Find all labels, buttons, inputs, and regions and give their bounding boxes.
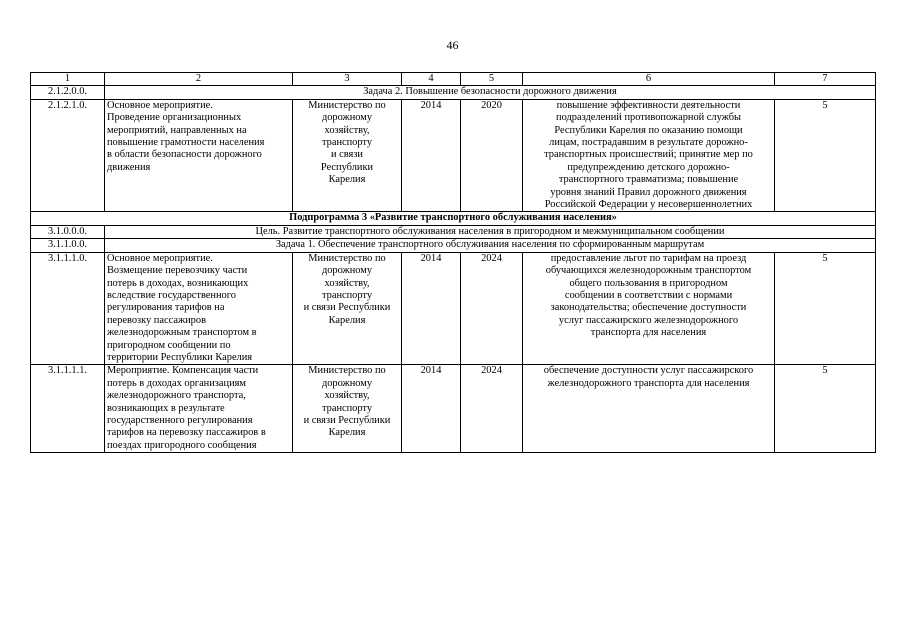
cell-line: повышение эффективности деятельности xyxy=(556,99,741,111)
cell-line: и связи xyxy=(331,149,363,161)
column-number: 3 xyxy=(293,73,402,86)
cell-line: услуг пассажирского железнодорожного xyxy=(558,314,739,326)
section-title: Задача 1. Обеспечение транспортного обслуживания населения по сформированным маршрутам xyxy=(105,239,876,252)
cell-line: Основное мероприятие. xyxy=(107,99,213,111)
row-col7: 5 xyxy=(775,252,876,365)
cell-line: повышение грамотности населения xyxy=(107,137,265,149)
cell-line: тарифов на перевозку пассажиров в xyxy=(107,427,266,439)
column-number-row xyxy=(31,73,876,86)
cell-line: потерь в доходах организациям xyxy=(107,377,246,389)
cell-line: потерь в доходах, возникающих xyxy=(107,277,249,289)
cell-line: Министерство по xyxy=(308,252,386,264)
cell-line: дорожному xyxy=(321,112,373,124)
cell-line: транспорту xyxy=(321,289,373,301)
cell-line: транспорта для населения xyxy=(590,327,707,339)
cell-line: сообщении в соответствии с нормами xyxy=(564,289,733,301)
row-code: 3.1.1.1.1. xyxy=(31,365,105,453)
row-start-year: 2014 xyxy=(402,99,461,212)
row-result xyxy=(523,365,775,453)
column-number: 4 xyxy=(402,73,461,86)
section-row-task xyxy=(31,239,876,252)
cell-line: пригородном сообщении по xyxy=(107,339,231,351)
table-row xyxy=(31,99,876,212)
program-table xyxy=(30,72,876,453)
cell-line: Республики Карелия по оказанию помощи xyxy=(554,124,743,136)
section-title: Задача 2. Повышение безопасности дорожного движения xyxy=(105,86,876,99)
section-code: 2.1.2.0.0. xyxy=(31,86,105,99)
cell-line: транспортного травматизма; повышение xyxy=(558,174,739,186)
cell-line: законодательства; обеспечение доступности xyxy=(550,302,747,314)
cell-line: обучающихся железнодорожным транспортом xyxy=(545,265,752,277)
column-number: 5 xyxy=(461,73,523,86)
cell-line: хозяйству, xyxy=(324,277,370,289)
cell-line: Возмещение перевозчику части xyxy=(107,265,248,277)
cell-line: Основное мероприятие. xyxy=(107,252,213,264)
cell-line: Российской Федерации у несовершеннолетних xyxy=(544,199,753,211)
row-measure xyxy=(105,252,293,365)
table-row xyxy=(31,365,876,453)
cell-line: Мероприятие. Компенсация части xyxy=(107,365,259,377)
row-result xyxy=(523,99,775,212)
row-executor xyxy=(293,365,402,453)
row-executor xyxy=(293,99,402,212)
cell-line: поездах пригородного сообщения xyxy=(107,439,257,451)
row-start-year: 2014 xyxy=(402,252,461,365)
cell-line: хозяйству, xyxy=(324,124,370,136)
column-number: 6 xyxy=(523,73,775,86)
cell-line: вследствие государственного xyxy=(107,289,236,301)
cell-line: территории Республики Карелия xyxy=(107,351,253,363)
cell-line: общего пользования в пригородном xyxy=(569,277,728,289)
cell-line: возникающих в результате xyxy=(107,402,225,414)
subprogram-row xyxy=(31,212,876,225)
cell-line: дорожному xyxy=(321,265,373,277)
cell-line: хозяйству, xyxy=(324,390,370,402)
cell-line: государственного регулирования xyxy=(107,414,253,426)
cell-line: железнодорожного транспорта для населения xyxy=(547,377,750,389)
cell-line: лицам, пострадавшим в результате дорожно- xyxy=(549,137,748,149)
cell-line: Министерство по xyxy=(308,365,386,377)
row-start-year: 2014 xyxy=(402,365,461,453)
cell-line: и связи Республики xyxy=(303,414,391,426)
row-code: 3.1.1.1.0. xyxy=(31,252,105,365)
cell-line: и связи Республики xyxy=(303,302,391,314)
section-code: 3.1.0.0.0. xyxy=(31,225,105,238)
row-end-year: 2024 xyxy=(461,365,523,453)
cell-line: Карелия xyxy=(328,314,366,326)
row-code: 2.1.2.1.0. xyxy=(31,99,105,212)
column-number: 7 xyxy=(775,73,876,86)
section-code: 3.1.1.0.0. xyxy=(31,239,105,252)
row-col7: 5 xyxy=(775,99,876,212)
cell-line: обеспечение доступности услуг пассажирского xyxy=(543,365,754,377)
column-number: 2 xyxy=(105,73,293,86)
cell-line: предупреждению детского дорожно- xyxy=(567,161,730,173)
row-measure xyxy=(105,99,293,212)
cell-line: Министерство по xyxy=(308,99,386,111)
cell-line: Проведение организационных xyxy=(107,112,242,124)
cell-line: транспортных происшествий; принятие мер по xyxy=(544,149,753,161)
row-end-year: 2020 xyxy=(461,99,523,212)
section-row-goal xyxy=(31,225,876,238)
section-row-task xyxy=(31,86,876,99)
cell-line: Карелия xyxy=(328,427,366,439)
cell-line: железнодорожным транспортом в xyxy=(107,327,257,339)
cell-line: Республики xyxy=(320,161,374,173)
column-number: 1 xyxy=(31,73,105,86)
row-measure xyxy=(105,365,293,453)
cell-line: уровня знаний Правил дорожного движения xyxy=(550,186,747,198)
table-row xyxy=(31,252,876,365)
cell-line: дорожному xyxy=(321,377,373,389)
cell-line: в области безопасности дорожного xyxy=(107,149,262,161)
cell-line: мероприятий, направленных на xyxy=(107,124,247,136)
cell-line: движения xyxy=(107,161,151,173)
cell-line: Карелия xyxy=(328,174,366,186)
cell-line: предоставление льгот по тарифам на проезд xyxy=(550,252,747,264)
cell-line: транспорту xyxy=(321,137,373,149)
section-title: Цель. Развитие транспортного обслуживания населения в пригородном и межмуниципальном сообщении xyxy=(105,225,876,238)
cell-line: подразделений противопожарной службы xyxy=(556,112,741,124)
row-col7: 5 xyxy=(775,365,876,453)
row-end-year: 2024 xyxy=(461,252,523,365)
subprogram-title: Подпрограмма 3 «Развитие транспортного обслуживания населения» xyxy=(31,212,876,225)
cell-line: регулирования тарифов на xyxy=(107,302,225,314)
page-number: 46 xyxy=(446,38,459,52)
row-executor xyxy=(293,252,402,365)
cell-line: транспорту xyxy=(321,402,373,414)
cell-line: перевозку пассажиров xyxy=(107,314,206,326)
row-result xyxy=(523,252,775,365)
cell-line: железнодорожного транспорта, xyxy=(107,390,246,402)
